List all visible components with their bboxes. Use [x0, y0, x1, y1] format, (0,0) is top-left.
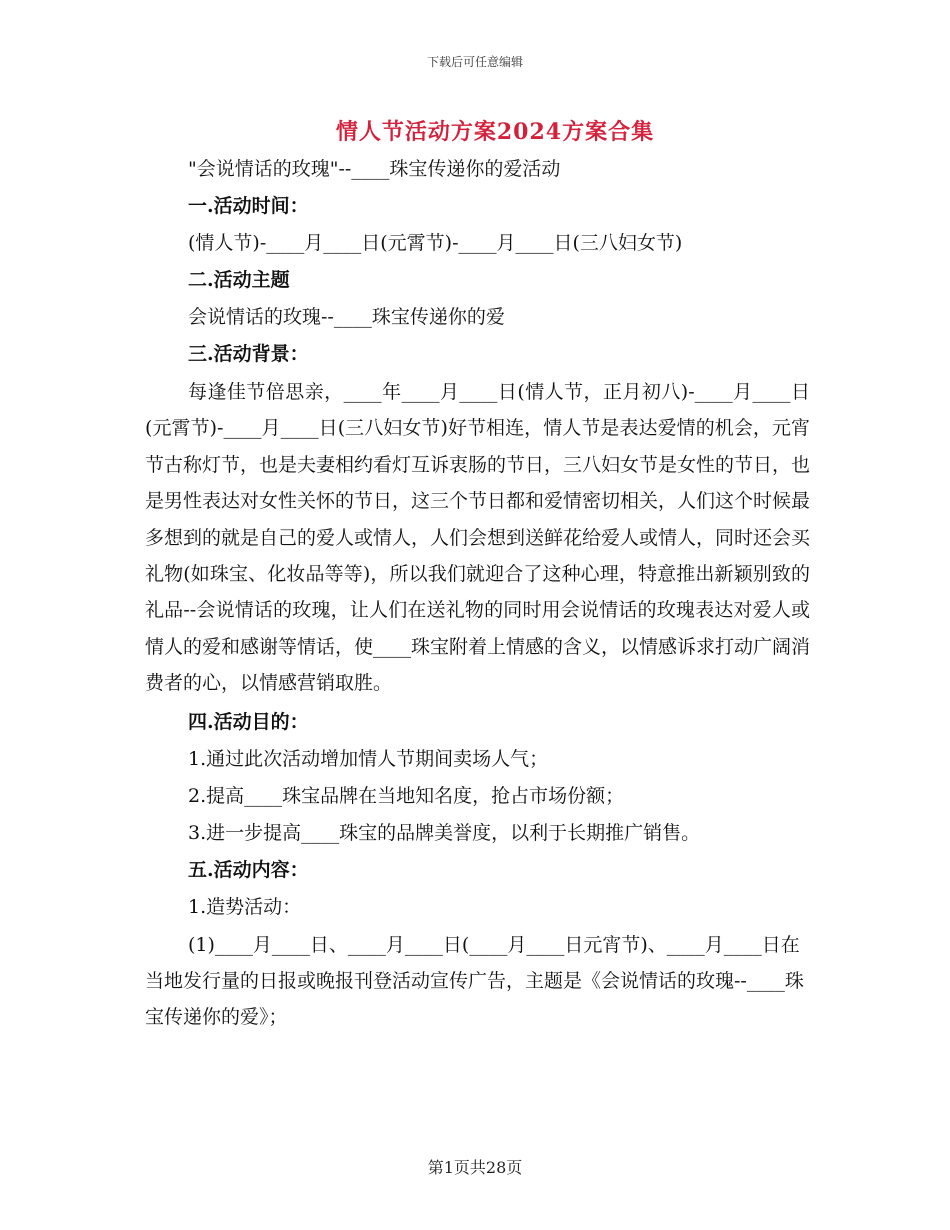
page-number: 第1页共28页 — [427, 1158, 523, 1177]
section5-subheading: 1.造势活动： — [188, 895, 302, 918]
section2-text: 会说情话的玫瑰--____珠宝传递你的爱 — [188, 306, 505, 328]
section3-heading: 三.活动背景： — [188, 343, 309, 365]
document-body — [145, 152, 810, 1039]
section4-item-3: 3.进一步提高____珠宝的品牌美誉度，以利于长期推广销售。 — [188, 821, 701, 844]
subtitle: "会说情话的玫瑰"--____珠宝传递你的爱活动 — [188, 158, 561, 180]
section1-heading: 一.活动时间： — [188, 195, 309, 217]
header-note: 下载后可任意编辑 — [426, 55, 523, 69]
section2-heading: 二.活动主题 — [188, 269, 290, 291]
section4-item-1: 1.通过此次活动增加情人节期间卖场人气； — [188, 747, 549, 770]
section4-heading: 四.活动目的： — [188, 710, 309, 733]
section5-paragraph: (1)____月____日、____月____日(____月____日元宵节)、____月____日在当地发行量的日报或晚报刊登活动宣传广告，主题是《会说情话的玫瑰--____珠宝传递你的爱》； — [145, 933, 804, 1029]
section1-text: (情人节)-____月____日(元霄节)-____月____日(三八妇女节) — [188, 232, 683, 254]
document-title: 情人节活动方案2024方案合集 — [335, 119, 655, 145]
section4-item-2: 2.提高____珠宝品牌在当地知名度，抢占市场份额； — [188, 784, 625, 807]
section5-heading: 五.活动内容： — [188, 858, 309, 881]
section3-paragraph: 每逢佳节倍思亲，____年____月____日(情人节，正月初八)-____月____日(元霄节)-____月____日(三八妇女节)好节相连，情人节是表达爱情的机会，元宵节古称灯节，也是夫妻相约看灯互诉衷肠的节日，三八妇女节是女性的节日，也是男性表达对女性关怀的节日，这三个节日都和爱情密切相关，人们这个时候最多想到的就是自己的爱人或情人，人们会想到送鲜花给爱人或情人，同时还会买礼物(如珠宝、化妆品等等)，所以我们就迎合了这种心理，特意推出新颖别致的礼品--会说情话的玫瑰，让人们在送礼物的同时用会说情话的玫瑰表达对爱人或情人的爱和感谢等情话，使____珠宝附着上情感的含义，以情感诉求打动广阔消费者的心，以情感营销取胜。 — [145, 381, 811, 695]
